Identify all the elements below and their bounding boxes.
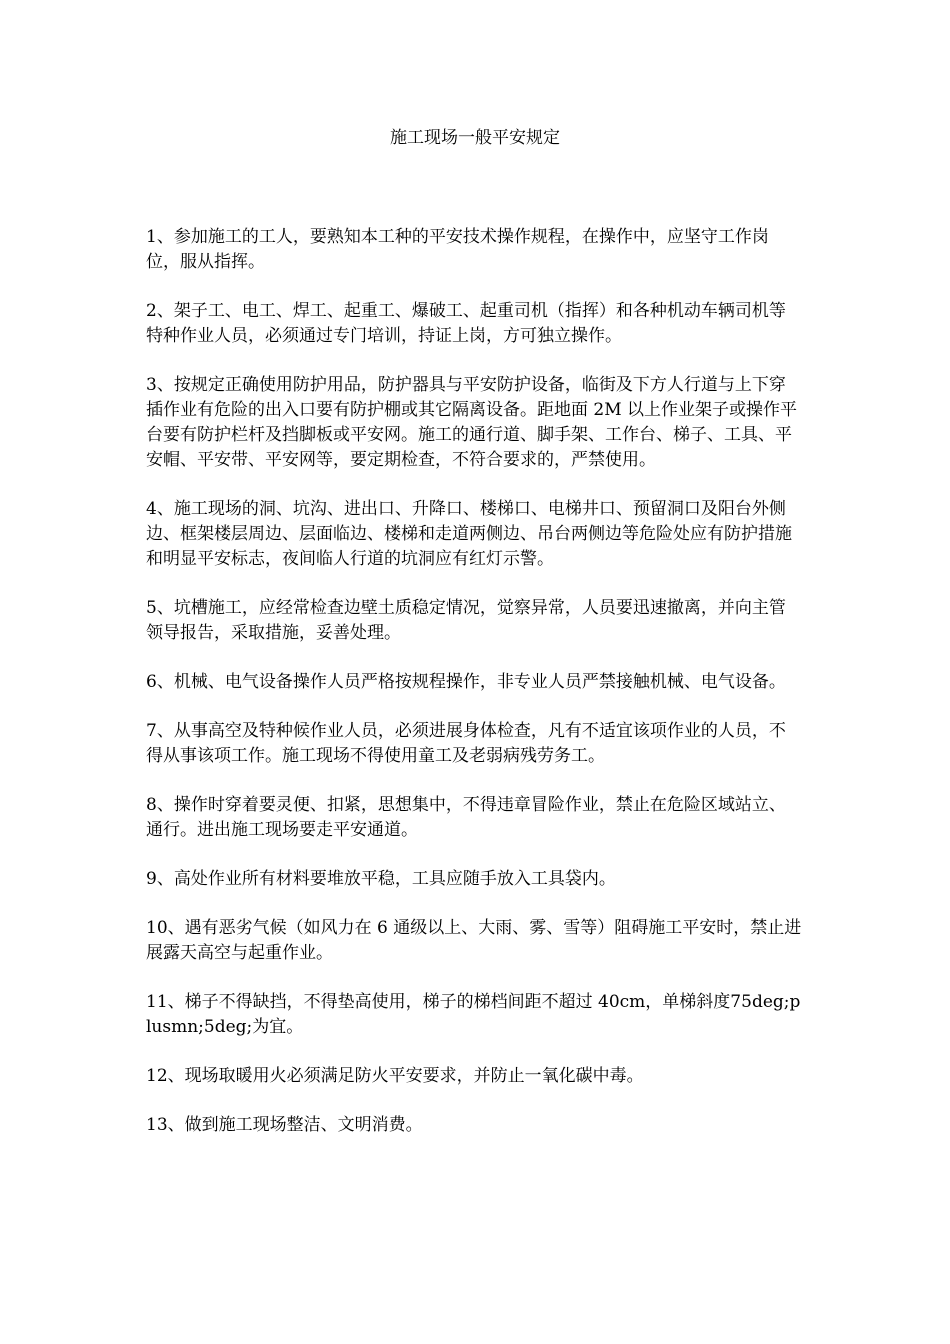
regulation-item-3: 3、按规定正确使用防护用品，防护器具与平安防护设备，临街及下方人行道与上下穿插作业有危险的出入口要有防护棚或其它隔离设备。距地面 2M 以上作业架子或操作平台要有防护栏杆及挡脚板或平安网。施工的通行道、脚手架、工作台、梯子、工具、平安帽、平安带、平安网等，要定期检查，不符合要求的，严禁使用。 [146, 375, 798, 470]
regulation-list [146, 225, 802, 1162]
regulation-item-7: 7、从事高空及特种候作业人员，必须进展身体检查，凡有不适宜该项作业的人员，不得从事该项工作。施工现场不得使用童工及老弱病残劳务工。 [146, 721, 786, 766]
regulation-item-5: 5、坑槽施工，应经常检查边壁土质稳定情况，觉察异常，人员要迅速撤离，并向主管领导报告，采取措施，妥善处理。 [146, 598, 786, 643]
regulation-item-4: 4、施工现场的洞、坑沟、进出口、升降口、楼梯口、电梯井口、预留洞口及阳台外侧边、框架楼层周边、层面临边、楼梯和走道两侧边、吊台两侧边等危险处应有防护措施和明显平安标志，夜间临人行道的坑洞应有红灯示警。 [146, 499, 792, 569]
regulation-item-9: 9、高处作业所有材料要堆放平稳，工具应随手放入工具袋内。 [146, 869, 616, 889]
regulation-item-2: 2、架子工、电工、焊工、起重工、爆破工、起重司机（指挥）和各种机动车辆司机等特种作业人员，必须通过专门培训，持证上岗，方可独立操作。 [146, 301, 786, 346]
regulation-item-6: 6、机械、电气设备操作人员严格按规程操作，非专业人员严禁接触机械、电气设备。 [146, 672, 786, 692]
regulation-item-13: 13、做到施工现场整洁、文明消费。 [146, 1115, 423, 1135]
regulation-item-8: 8、操作时穿着要灵便、扣紧，思想集中，不得违章冒险作业，禁止在危险区域站立、通行。进出施工现场要走平安通道。 [146, 795, 786, 840]
regulation-item-11: 11、梯子不得缺挡，不得垫高使用，梯子的梯档间距不超过 40cm，单梯斜度75deg;plusmn;5deg;为宜。 [146, 992, 801, 1037]
regulation-item-1: 1、参加施工的工人，要熟知本工种的平安技术操作规程，在操作中，应坚守工作岗位，服从指挥。 [146, 227, 769, 272]
regulation-item-12: 12、现场取暖用火必须满足防火平安要求，并防止一氧化碳中毒。 [146, 1066, 644, 1086]
document-title: 施工现场一般平安规定 [390, 128, 560, 148]
regulation-item-10: 10、遇有恶劣气候（如风力在 6 通级以上、大雨、雾、雪等）阻碍施工平安时，禁止进展露天高空与起重作业。 [146, 918, 802, 963]
